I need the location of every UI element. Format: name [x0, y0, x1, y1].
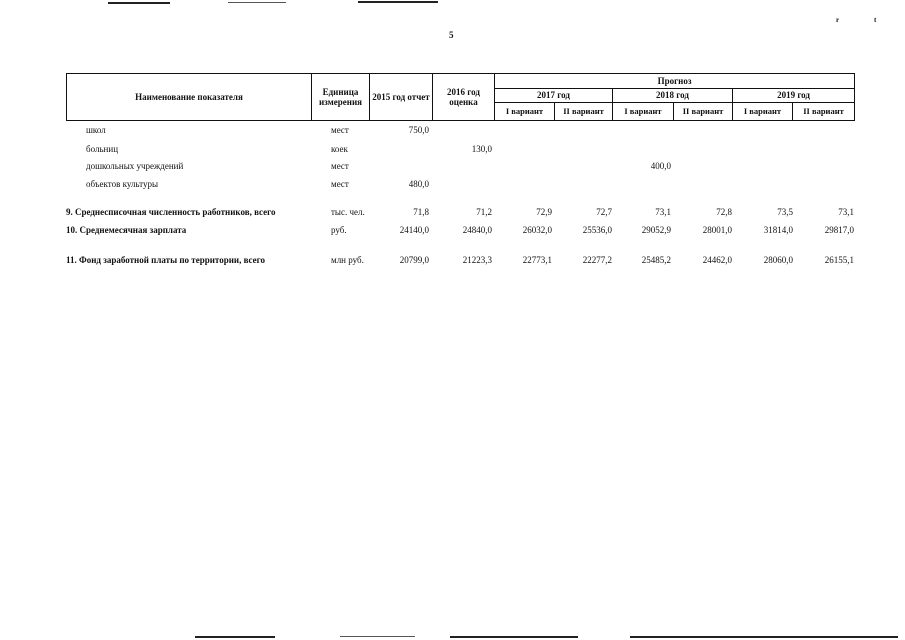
row-value: 72,8 [716, 207, 732, 217]
row-value: 72,7 [596, 207, 612, 217]
header-variant-2: II вариант [674, 103, 733, 121]
row-value: 25485,2 [641, 255, 671, 265]
row-value: 24462,0 [702, 255, 732, 265]
corner-mark-2: t [874, 16, 877, 24]
row-value: 25536,0 [582, 225, 612, 235]
row-label: объектов культуры [86, 179, 159, 189]
row-label: 10. Среднемесячная зарплата [66, 225, 187, 235]
row-label: больниц [86, 144, 119, 154]
scan-line-bottom-1 [195, 636, 275, 638]
table-row [66, 125, 854, 139]
table-row [66, 144, 854, 158]
scan-line-bottom-2 [340, 636, 415, 637]
row-value: 28060,0 [763, 255, 793, 265]
row-value: 750,0 [408, 125, 429, 135]
row-value: 130,0 [471, 144, 492, 154]
row-unit: млн руб. [331, 255, 364, 265]
row-value: 26155,1 [824, 255, 854, 265]
row-value: 400,0 [650, 161, 671, 171]
scan-line-top-3 [358, 1, 438, 3]
row-unit: коек [331, 144, 348, 154]
row-value: 31814,0 [763, 225, 793, 235]
row-value: 24140,0 [399, 225, 429, 235]
header-variant-2: II вариант [555, 103, 613, 121]
row-value: 71,2 [476, 207, 492, 217]
row-value: 22773,1 [522, 255, 552, 265]
row-value: 29052,9 [641, 225, 671, 235]
row-label: 11. Фонд заработной платы по территории, всего [66, 255, 266, 265]
row-value: 24840,0 [462, 225, 492, 235]
table-header [66, 73, 855, 121]
header-variant-1: I вариант [733, 103, 793, 121]
row-unit: руб. [331, 225, 347, 235]
table-row [66, 255, 854, 269]
scan-line-bottom-3 [450, 636, 578, 638]
header-year-2017: 2017 год [495, 89, 613, 103]
table-row [66, 207, 854, 221]
header-variant-2: II вариант [793, 103, 855, 121]
row-label: школ [86, 125, 106, 135]
row-value: 480,0 [408, 179, 429, 189]
row-value: 29817,0 [824, 225, 854, 235]
scan-line-bottom-4 [630, 636, 898, 638]
scan-line-top-1 [108, 2, 170, 4]
row-unit: тыс. чел. [331, 207, 365, 217]
row-value: 72,9 [536, 207, 552, 217]
header-2016: 2016 год оценка [433, 74, 495, 121]
row-value: 73,1 [838, 207, 854, 217]
row-value: 73,1 [655, 207, 671, 217]
row-value: 26032,0 [522, 225, 552, 235]
row-label: 9. Среднесписочная численность работников, всего [66, 207, 276, 217]
header-2015: 2015 год отчет [370, 74, 433, 121]
row-value: 71,8 [413, 207, 429, 217]
header-variant-1: I вариант [495, 103, 555, 121]
row-unit: мест [331, 161, 349, 171]
table-row [66, 161, 854, 175]
row-value: 22277,2 [582, 255, 612, 265]
header-variant-1: I вариант [613, 103, 674, 121]
header-forecast: Прогноз [495, 74, 855, 89]
row-value: 21223,3 [462, 255, 492, 265]
page-number: 5 [449, 30, 454, 40]
row-unit: мест [331, 125, 349, 135]
row-value: 28001,0 [702, 225, 732, 235]
table-row [66, 225, 854, 239]
row-value: 20799,0 [399, 255, 429, 265]
header-year-2018: 2018 год [613, 89, 733, 103]
row-unit: мест [331, 179, 349, 189]
table-row [66, 179, 854, 193]
row-value: 73,5 [777, 207, 793, 217]
row-label: дошкольных учреждений [86, 161, 184, 171]
corner-mark-1: r [836, 16, 840, 24]
header-name: Наименование показателя [67, 74, 312, 121]
header-year-2019: 2019 год [733, 89, 855, 103]
scan-line-top-2 [228, 2, 286, 3]
header-unit: Единица измерения [312, 74, 370, 121]
